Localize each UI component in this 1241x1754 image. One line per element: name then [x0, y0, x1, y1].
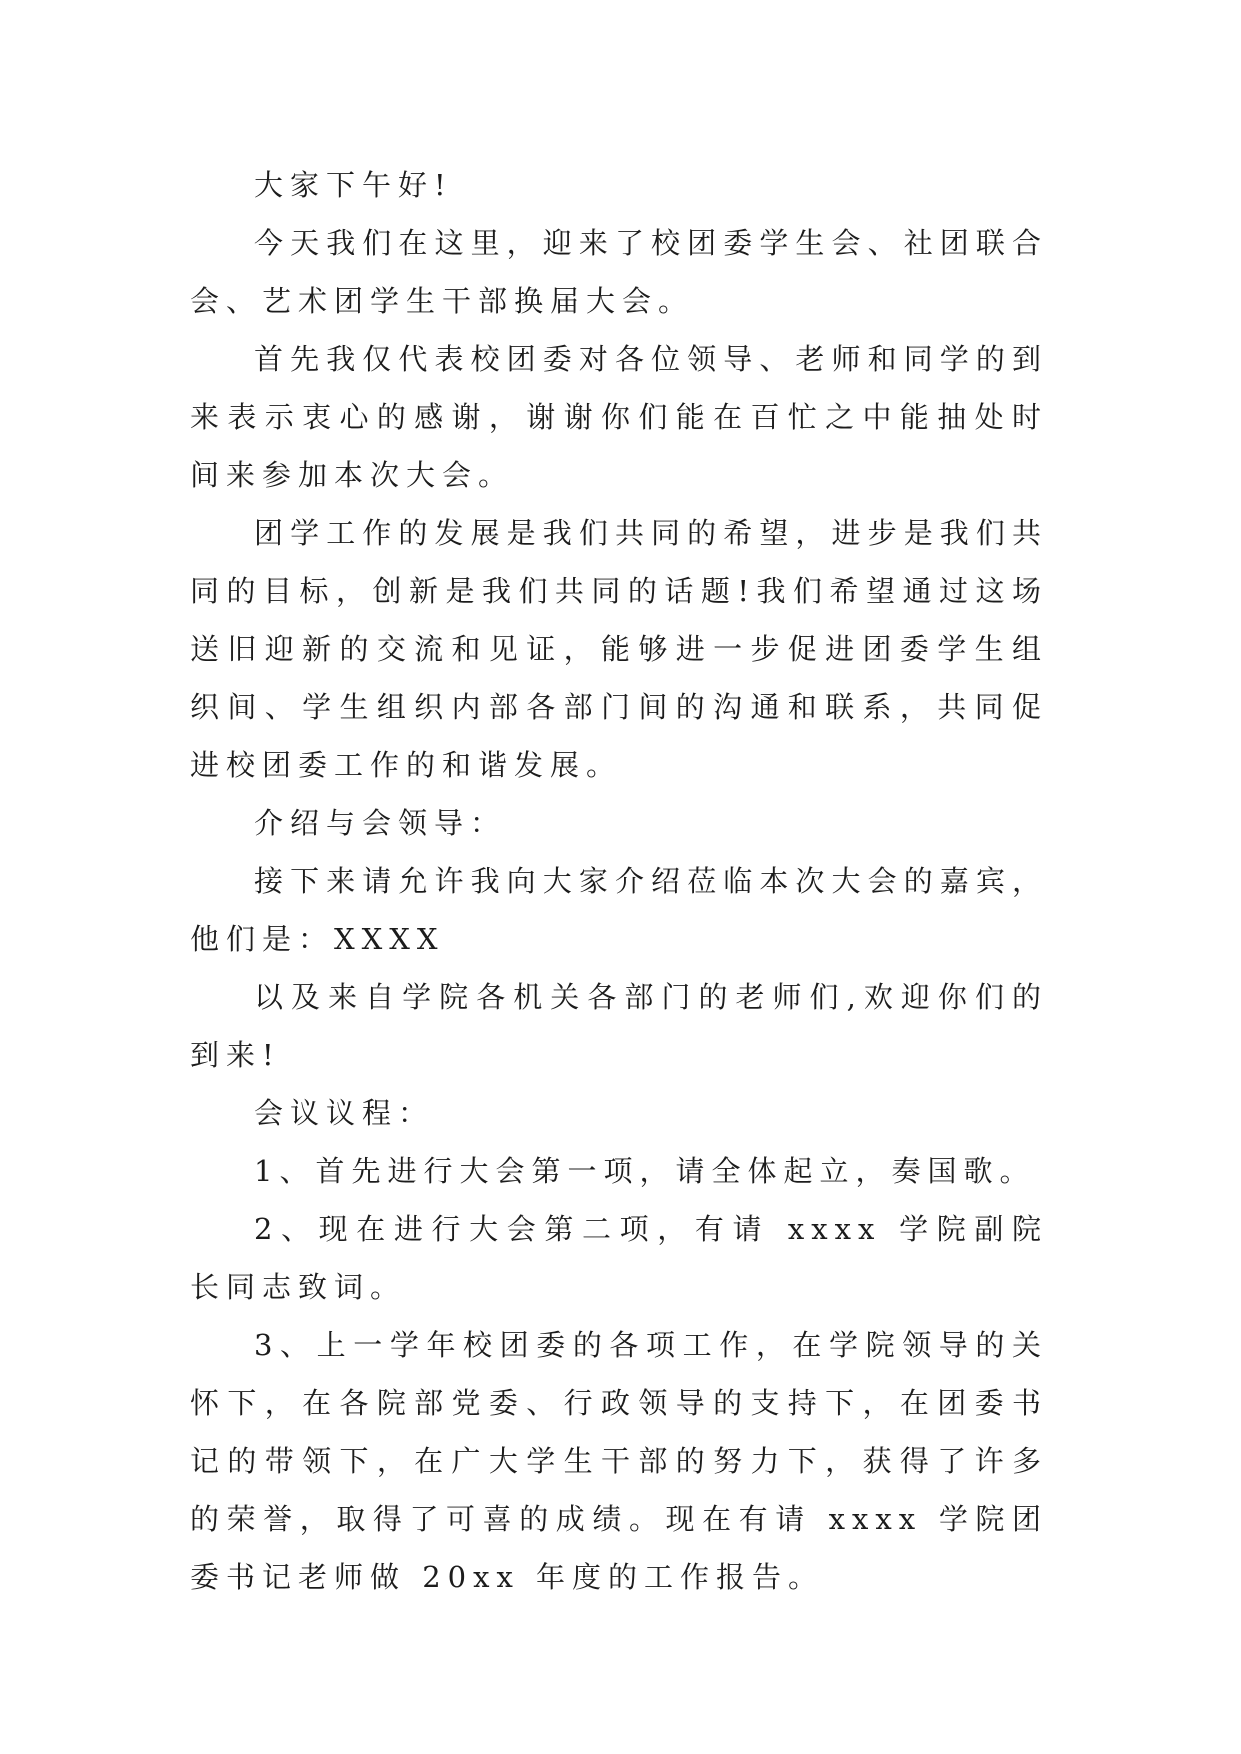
opening-paragraph: 今天我们在这里，迎来了校团委学生会、社团联合会、艺术团学生干部换届大会。 [190, 226, 1048, 318]
guests-paragraph: 接下来请允许我向大家介绍莅临本次大会的嘉宾，他们是：XXXX [190, 864, 1048, 956]
agenda-heading: 会议议程： [254, 1096, 435, 1130]
agenda-item-3: 3、上一学年校团委的各项工作，在学院领导的关怀下，在各院部党委、行政领导的支持下，在团委书记的带领下，在广大学生干部的努力下，获得了许多的荣誉，取得了可喜的成绩。现在有请 xxxx 学院团委书记老师做 20xx 年度的工作报告。 [190, 1328, 1048, 1594]
thanks-paragraph: 首先我仅代表校团委对各位领导、老师和同学的到来表示衷心的感谢，谢谢你们能在百忙之中能抽处时间来参加本次大会。 [190, 342, 1048, 492]
document-body [190, 156, 1048, 1606]
welcome-teachers-paragraph: 以及来自学院各机关各部门的老师们,欢迎你们的到来! [190, 980, 1048, 1072]
introduce-leaders-heading: 介绍与会领导： [254, 806, 507, 840]
agenda-item-1: 1、首先进行大会第一项，请全体起立，奏国歌。 [254, 1154, 1036, 1188]
goals-paragraph: 团学工作的发展是我们共同的希望，进步是我们共同的目标，创新是我们共同的话题!我们希望通过这场送旧迎新的交流和见证，能够进一步促进团委学生组织间、学生组织内部各部门间的沟通和联系，共同促进校团委工作的和谐发展。 [190, 516, 1048, 782]
greeting-paragraph: 大家下午好! [254, 168, 453, 202]
agenda-item-2: 2、现在进行大会第二项，有请 xxxx 学院副院长同志致词。 [190, 1212, 1048, 1304]
